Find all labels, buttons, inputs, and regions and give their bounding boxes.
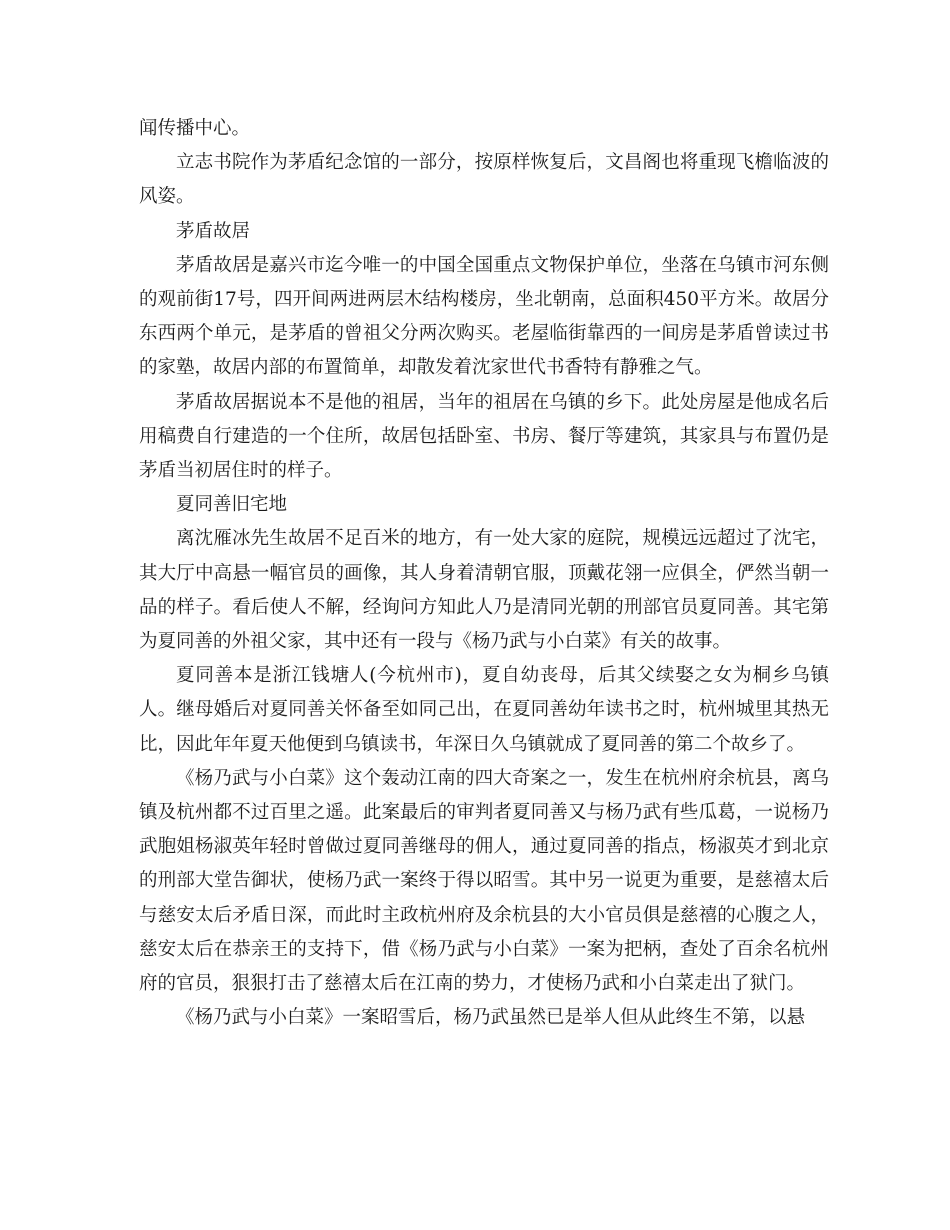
paragraph-continuation: 闻传播中心。 <box>139 118 251 139</box>
paragraph-maodun-residence: 茅盾故居是嘉兴市迄今唯一的中国全国重点文物保护单位，坐落在乌镇市河东侧的观前街17号，四开间两进两层木结构楼房，坐北朝南，总面积450平方米。故居分东西两个单元，是茅盾的曾祖父分两次购买。老屋临街靠西的一间房是茅盾曾读过书的家塾，故居内部的布置简单，却散发着沈家世代书香特有静雅之气。 <box>139 254 829 379</box>
section-heading-maodun-residence: 茅盾故居 <box>176 220 251 242</box>
paragraph-yang-naiwu-case: 《杨乃武与小白菜》这个轰动江南的四大奇案之一，发生在杭州府余杭县，离乌镇及杭州都不过百里之遥。此案最后的审判者夏同善又与杨乃武有些瓜葛，一说杨乃武胞姐杨淑英年轻时曾做过夏同善继母的佣人，通过夏同善的指点，杨淑英才到北京的刑部大堂告御状，使杨乃武一案终于得以昭雪。其中另一说更为重要，是慈禧太后与慈安太后矛盾日深，而此时主政杭州府及余杭县的大小官员俱是慈禧的心腹之人，慈安太后在恭亲王的支持下，借《杨乃武与小白菜》一案为把柄，查处了百余名杭州府的官员，狠狠打击了慈禧太后在江南的势力，才使杨乃武和小白菜走出了狱门。 <box>139 767 829 995</box>
document-body <box>139 112 829 1035</box>
paragraph-lizhi-academy: 立志书院作为茅盾纪念馆的一部分，按原样恢复后，文昌阁也将重现飞檐临波的风姿。 <box>139 152 829 208</box>
paragraph-yang-naiwu-aftermath: 《杨乃武与小白菜》一案昭雪后，杨乃武虽然已是举人但从此终生不第，以悬 <box>176 1007 806 1029</box>
paragraph-xia-tongshan-courtyard: 离沈雁冰先生故居不足百米的地方，有一处大家的庭院，规模远远超过了沈宅，其大厅中高悬一幅官员的画像，其人身着清朝官服，顶戴花翎一应俱全，俨然当朝一品的样子。看后使人不解，经询问方知此人乃是清同光朝的刑部官员夏同善。其宅第为夏同善的外祖父家，其中还有一段与《杨乃武与小白菜》有关的故事。 <box>139 528 829 653</box>
section-heading-xia-tongshan-house: 夏同善旧宅地 <box>176 494 288 516</box>
paragraph-maodun-residence-history: 茅盾故居据说本不是他的祖居，当年的祖居在乌镇的乡下。此处房屋是他成名后用稿费自行建造的一个住所，故居包括卧室、书房、餐厅等建筑，其家具与布置仍是茅盾当初居住时的样子。 <box>139 391 829 482</box>
paragraph-xia-tongshan-background: 夏同善本是浙江钱塘人(今杭州市)，夏自幼丧母，后其父续娶之女为桐乡乌镇人。继母婚后对夏同善关怀备至如同己出，在夏同善幼年读书之时，杭州城里其热无比，因此年年夏天他便到乌镇读书，年深日久乌镇就成了夏同善的第二个故乡了。 <box>139 665 829 755</box>
